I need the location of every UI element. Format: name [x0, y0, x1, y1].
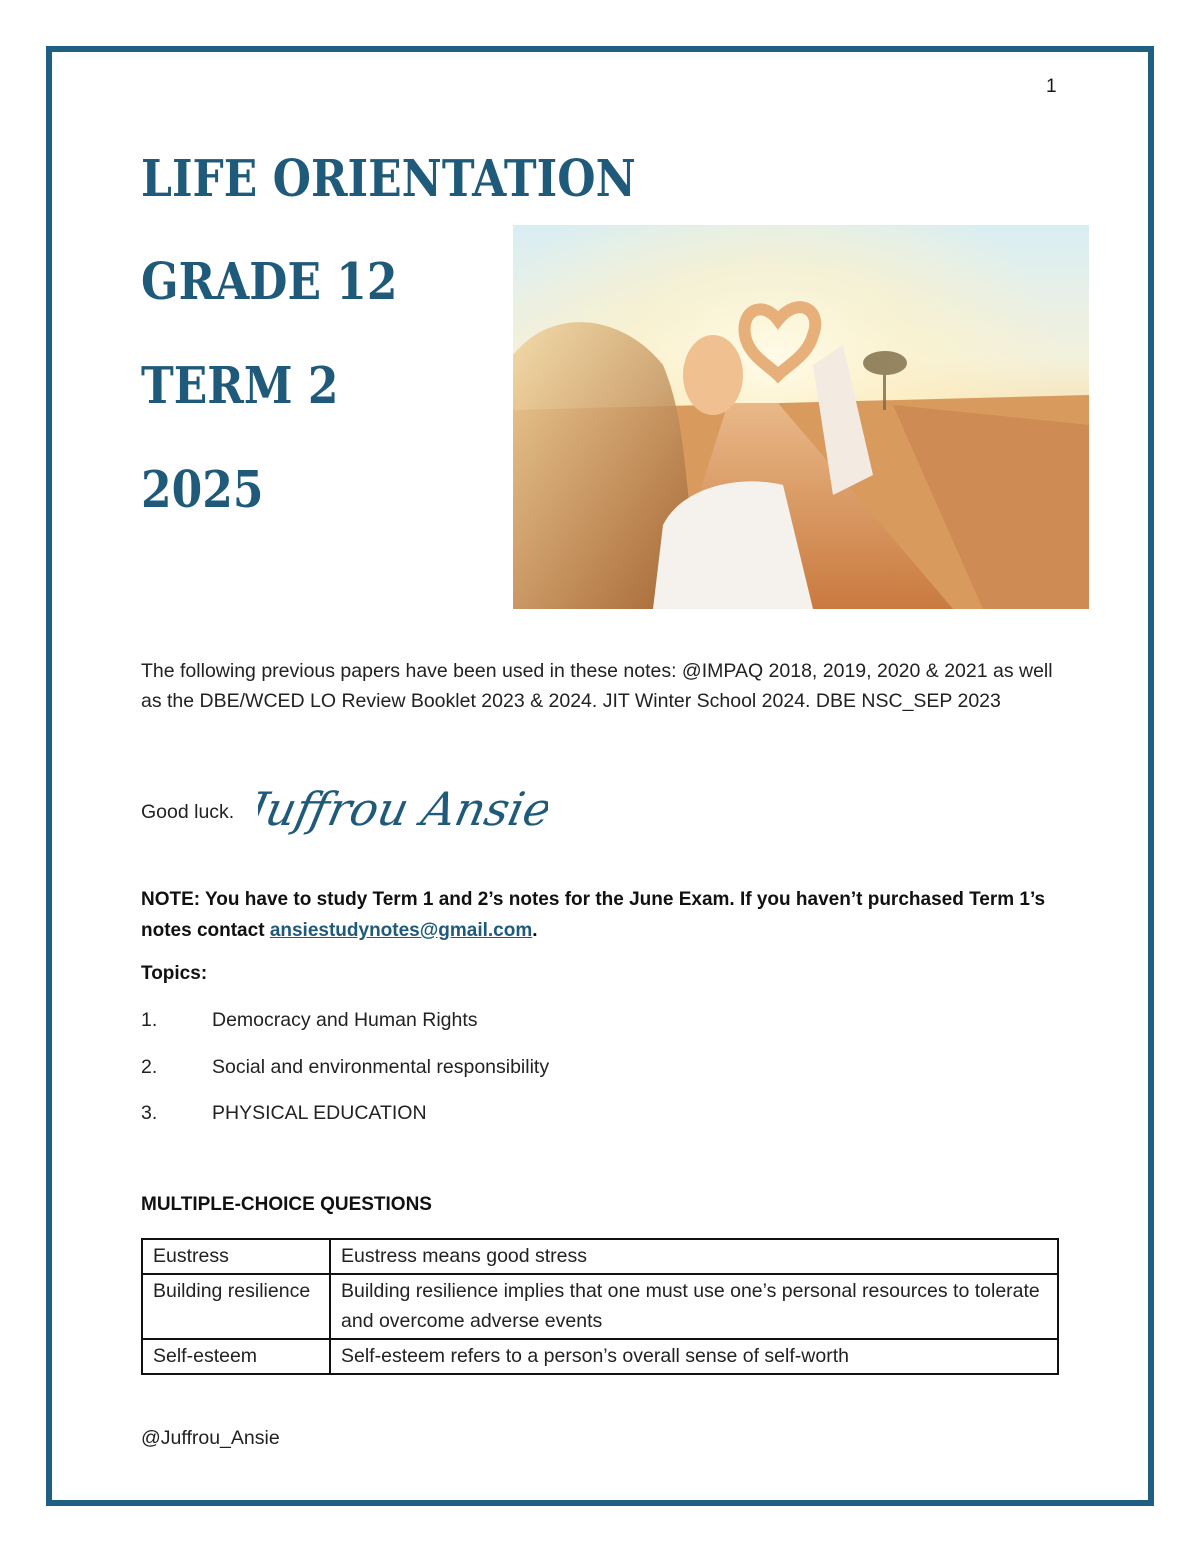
mcq-table	[141, 1238, 1059, 1375]
topics-heading: Topics:	[141, 963, 208, 984]
note-paragraph	[141, 884, 1071, 946]
good-luck-text: Good luck.	[141, 801, 235, 823]
title-term: TERM 2	[141, 357, 339, 416]
term-cell: Self-esteem	[142, 1339, 330, 1374]
term-cell: Building resilience	[142, 1274, 330, 1339]
cover-photo-illustration	[513, 225, 1089, 609]
topic-label: Democracy and Human Rights	[212, 1009, 478, 1031]
topic-label: PHYSICAL EDUCATION	[212, 1102, 427, 1124]
topic-item	[141, 1056, 549, 1079]
intro-paragraph: The following previous papers have been used in these notes: @IMPAQ 2018, 2019, 2020 & 2021 as well as the DBE/WCED LO Review Booklet 2023 & 2024. JIT Winter School 2024. DBE NSC_SEP 2023	[141, 660, 1053, 712]
mcq-heading: MULTIPLE-CHOICE QUESTIONS	[141, 1194, 432, 1215]
title-year: 2025	[141, 461, 264, 520]
table-row	[142, 1239, 1058, 1274]
table-row	[142, 1339, 1058, 1374]
svg-text:Juffrou Ansie: Juffrou Ansie	[258, 782, 548, 836]
title-grade: GRADE 12	[141, 253, 398, 312]
note-text: NOTE: You have to study Term 1 and 2’s notes for the June Exam. If you haven’t purchased Term 1’s notes contact	[141, 889, 1046, 941]
definition-cell: Eustress means good stress	[330, 1239, 1058, 1274]
cover-photo	[513, 225, 1089, 609]
title-subject: LIFE ORIENTATION	[141, 150, 636, 209]
definition-cell: Building resilience implies that one must use one’s personal resources to tolerate and overcome adverse events	[330, 1274, 1058, 1339]
term-cell: Eustress	[142, 1239, 330, 1274]
footer-handle: @Juffrou_Ansie	[141, 1427, 280, 1449]
signature-logo	[258, 763, 548, 858]
topic-number: 1.	[141, 1009, 158, 1031]
table-row	[142, 1274, 1058, 1339]
topic-number: 3.	[141, 1102, 158, 1124]
definition-cell: Self-esteem refers to a person’s overall sense of self-worth	[330, 1339, 1058, 1374]
topic-number: 2.	[141, 1056, 158, 1078]
note-end: .	[532, 920, 538, 941]
topic-item	[141, 1009, 478, 1032]
topic-item	[141, 1102, 427, 1125]
topic-label: Social and environmental responsibility	[212, 1056, 550, 1078]
email-link[interactable]: ansiestudynotes@gmail.com	[269, 920, 533, 941]
page-number: 1	[1046, 76, 1057, 97]
